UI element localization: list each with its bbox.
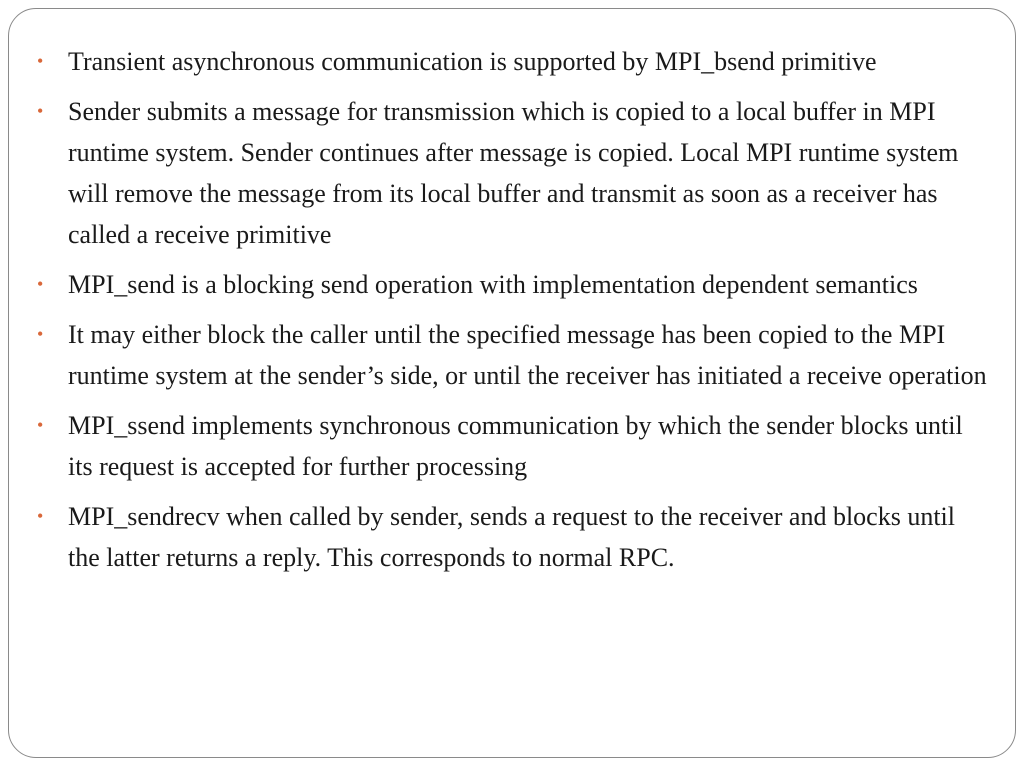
bullet-text: MPI_send is a blocking send operation with implementation dependent semantics — [68, 270, 918, 299]
slide-frame — [8, 8, 1016, 758]
bullet-item-bsend — [37, 41, 987, 82]
bullet-marker-icon: • — [37, 101, 44, 121]
bullet-marker-icon: • — [37, 324, 44, 344]
bullet-text: Transient asynchronous communication is supported by MPI_bsend primitive — [68, 47, 877, 76]
bullet-item-sender-buffer — [37, 91, 987, 255]
bullet-marker-icon: • — [37, 51, 44, 71]
bullet-list — [37, 41, 987, 587]
bullet-item-block-caller — [37, 314, 987, 396]
bullet-marker-icon: • — [37, 274, 44, 294]
bullet-text: It may either block the caller until the specified message has been copied to the MPI runtime system at the sender’s side, or until the receiver has initiated a receive operation — [68, 320, 987, 390]
bullet-item-send — [37, 264, 987, 305]
bullet-marker-icon: • — [37, 506, 44, 526]
bullet-text: MPI_sendrecv when called by sender, sends a request to the receiver and blocks until the latter returns a reply. This corresponds to normal RPC. — [68, 502, 956, 572]
bullet-text: MPI_ssend implements synchronous communication by which the sender blocks until its request is accepted for further processing — [68, 411, 963, 481]
bullet-item-sendrecv — [37, 496, 987, 578]
bullet-item-ssend — [37, 405, 987, 487]
bullet-text: Sender submits a message for transmission which is copied to a local buffer in MPI runtime system. Sender continues after message is copied. Local MPI runtime system will remove the message from its local buffer and transmit as soon as a receiver has called a receive primitive — [68, 97, 959, 249]
bullet-marker-icon: • — [37, 415, 44, 435]
